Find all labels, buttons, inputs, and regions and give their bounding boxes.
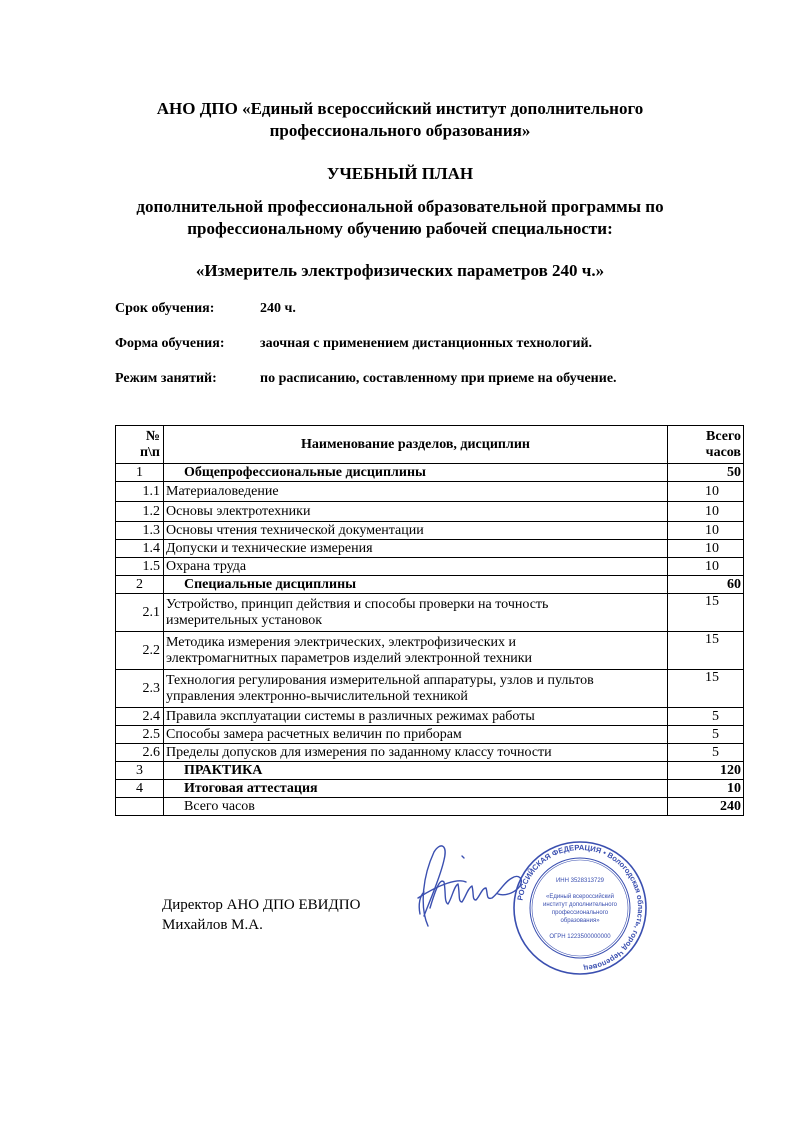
row-hours: 60 <box>668 576 744 594</box>
table-row <box>116 632 744 670</box>
row-name-line2: управления электронно-вычислительной техникой <box>166 688 468 704</box>
row-number: 2.1 <box>116 594 164 632</box>
row-hours: 5 <box>668 726 744 744</box>
row-hours: 10 <box>668 522 744 540</box>
subtitle-line2: профессиональному обучению рабочей специальности: <box>187 219 613 238</box>
row-number: 4 <box>116 780 164 798</box>
header-hours-line2: часов <box>705 444 741 460</box>
row-hours: 5 <box>668 744 744 762</box>
header-hours <box>668 426 744 464</box>
row-number: 2.5 <box>116 726 164 744</box>
row-name: Охрана труда <box>164 558 668 576</box>
table-total-row <box>116 798 744 816</box>
table-row <box>116 540 744 558</box>
table-row <box>116 482 744 502</box>
table-row <box>116 464 744 482</box>
row-name <box>164 632 668 670</box>
row-hours: 15 <box>668 632 744 670</box>
row-hours: 10 <box>668 780 744 798</box>
signature-block <box>162 895 360 935</box>
row-hours: 15 <box>668 670 744 708</box>
director-name: Михайлов М.А. <box>162 917 263 933</box>
organization-title-line1: АНО ДПО «Единый всероссийский институт дополнительного <box>156 99 644 118</box>
table-row <box>116 780 744 798</box>
row-name: Общепрофессиональные дисциплины <box>164 464 668 482</box>
row-number: 2.4 <box>116 708 164 726</box>
stamp-ogrn: ОГРН 1223500000000 <box>549 934 611 940</box>
row-hours: 120 <box>668 762 744 780</box>
row-number: 1.5 <box>116 558 164 576</box>
header-name: Наименование разделов, дисциплин <box>164 426 668 464</box>
subtitle-line1: дополнительной профессиональной образовательной программы по <box>136 197 664 216</box>
header-hours-line1: Всего <box>706 428 741 444</box>
row-hours: 10 <box>668 540 744 558</box>
organization-title-line2: профессионального образования» <box>269 121 531 140</box>
table-row <box>116 708 744 726</box>
row-name-line2: электромагнитных параметров изделий электронной техники <box>166 650 533 666</box>
document-subtitle <box>80 196 720 240</box>
schedule-value: по расписанию, составленному при приеме на обучение. <box>260 371 617 386</box>
row-name: Основы чтения технической документации <box>164 522 668 540</box>
row-name: Специальные дисциплины <box>164 576 668 594</box>
stamp-inner-line2: институт дополнительного <box>543 902 617 908</box>
total-label: Всего часов <box>164 798 668 816</box>
stamp-inner-line1: «Единый всероссийский <box>546 894 614 900</box>
row-name: Пределы допусков для измерения по заданному классу точности <box>164 744 668 762</box>
row-hours: 5 <box>668 708 744 726</box>
row-name-line1: Технология регулирования измерительной аппаратуры, узлов и пультов <box>166 672 594 688</box>
row-number: 1.1 <box>116 482 164 502</box>
row-name: Итоговая аттестация <box>164 780 668 798</box>
row-name: Материаловедение <box>164 482 668 502</box>
row-number: 1.4 <box>116 540 164 558</box>
row-number: 1 <box>116 464 164 482</box>
row-name-line1: Устройство, принцип действия и способы проверки на точность <box>166 596 549 612</box>
schedule-label: Режим занятий: <box>115 371 217 386</box>
row-name: Способы замера расчетных величин по приборам <box>164 726 668 744</box>
table-row <box>116 502 744 522</box>
duration-value: 240 ч. <box>260 301 296 316</box>
table-row <box>116 594 744 632</box>
table-header-row <box>116 426 744 464</box>
row-hours: 15 <box>668 594 744 632</box>
row-number: 3 <box>116 762 164 780</box>
row-number: 1.3 <box>116 522 164 540</box>
curriculum-table <box>115 425 744 816</box>
program-name: «Измеритель электрофизических параметров 240 ч.» <box>195 261 605 280</box>
header-number-line2: п\п <box>139 444 160 460</box>
row-name: Допуски и технические измерения <box>164 540 668 558</box>
row-hours: 10 <box>668 502 744 522</box>
stamp-inner-line3: профессионального <box>551 910 609 916</box>
stamp-outer-text: РОССИЙСКАЯ ФЕДЕРАЦИЯ • Вологодская область, город Череповец <box>515 842 646 973</box>
table-row <box>116 670 744 708</box>
duration-label: Срок обучения: <box>115 301 215 316</box>
row-name-line2: измерительных установок <box>166 612 323 628</box>
organization-stamp <box>510 838 650 978</box>
total-number-cell <box>116 798 164 816</box>
row-name: ПРАКТИКА <box>164 762 668 780</box>
director-position: Директор АНО ДПО ЕВИДПО <box>162 897 361 913</box>
row-name: Правила эксплуатации системы в различных режимах работы <box>164 708 668 726</box>
organization-title <box>100 98 700 142</box>
row-number: 1.2 <box>116 502 164 522</box>
row-name: Основы электротехники <box>164 502 668 522</box>
table-row <box>116 726 744 744</box>
row-number: 2.3 <box>116 670 164 708</box>
table-row <box>116 558 744 576</box>
stamp-inn: ИНН 3528313729 <box>555 878 605 884</box>
row-hours: 10 <box>668 482 744 502</box>
table-row <box>116 522 744 540</box>
row-name <box>164 594 668 632</box>
row-name <box>164 670 668 708</box>
row-number: 2.6 <box>116 744 164 762</box>
document-title: УЧЕБНЫЙ ПЛАН <box>326 164 474 183</box>
row-hours: 10 <box>668 558 744 576</box>
row-name-line1: Методика измерения электрических, электрофизических и <box>166 634 516 650</box>
total-hours: 240 <box>668 798 744 816</box>
row-number: 2 <box>116 576 164 594</box>
table-row <box>116 744 744 762</box>
table-row <box>116 576 744 594</box>
header-number-line1: № <box>145 428 160 444</box>
stamp-inner-line4: образования» <box>560 918 600 924</box>
study-form-label: Форма обучения: <box>115 336 225 351</box>
row-number: 2.2 <box>116 632 164 670</box>
table-row <box>116 762 744 780</box>
row-hours: 50 <box>668 464 744 482</box>
header-number <box>116 426 164 464</box>
study-form-value: заочная с применением дистанционных технологий. <box>260 336 593 351</box>
